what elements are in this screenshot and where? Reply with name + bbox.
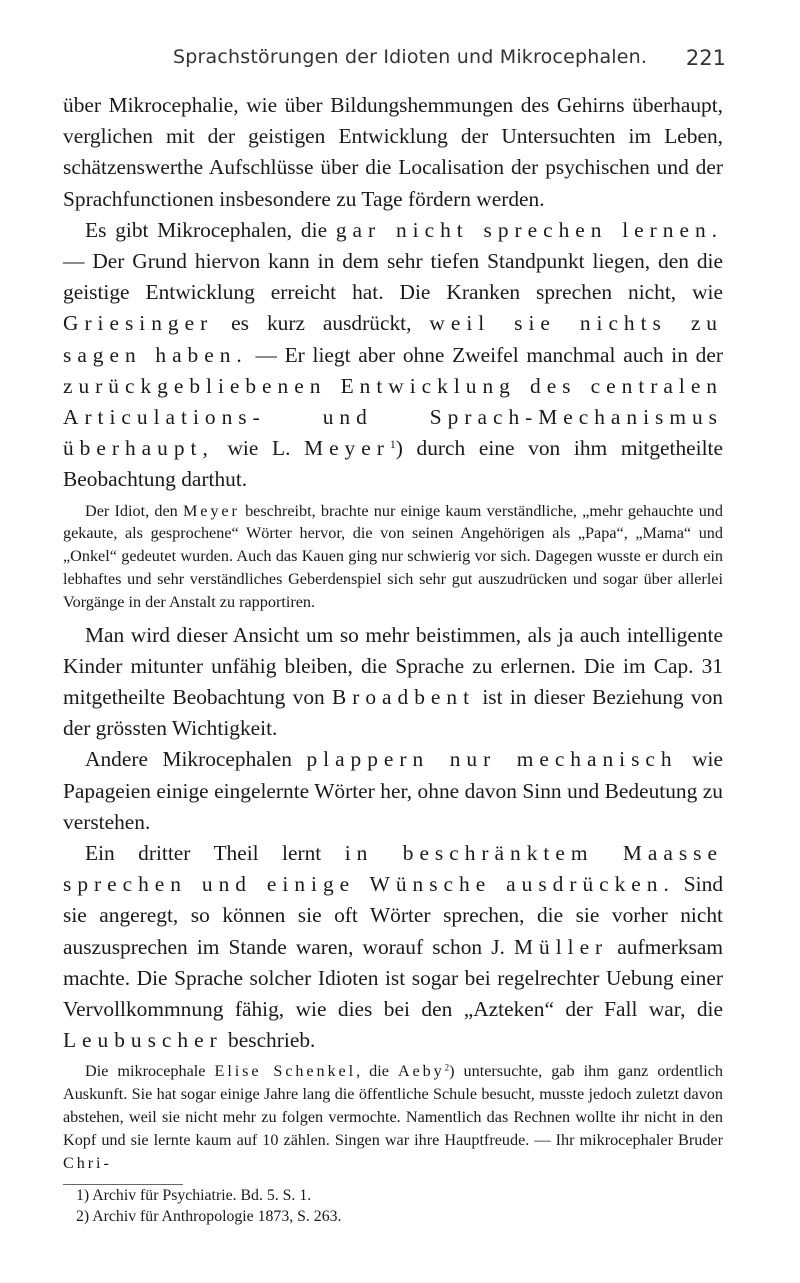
author-name: Aeby <box>397 1062 445 1081</box>
emphasis: zurückgebliebenen Entwicklung des centralen Articulations- und Sprach-Mechanismus überhaupt, <box>63 373 723 461</box>
paragraph: über Mikrocephalie, wie über Bildungshemmungen des Gehirns überhaupt, verglichen mit der geistigen Entwicklung der Untersuchten im Leben, schätzenswerthe Aufschlüsse über die Localisation der psychischen und der Sprachfunctionen insbesondere zu Tage fördern werden. <box>63 93 723 211</box>
running-title: Sprachstörungen der Idioten und Mikrocephalen. <box>173 46 648 68</box>
emphasis: weil sie nichts zu sagen haben. <box>63 311 723 367</box>
small-print-paragraph: Die mikrocephale Elise Schenkel, die Aeby$^2$) untersuchte, gab ihm ganz ordentlich Auskunft. Sie hat sogar einige Jahre lang die öffentliche Schule besucht, musste jedoch zuletzt davon abstehen, weil sie nicht mehr zu folgen vermochte. Namentlich das Rechnen wollte ihr nicht in den Kopf und sie lernte kaum auf 10 zählen. Singen war ihre Hauptfreude. — Ihr mikrocephaler Bruder Chri- <box>63 1062 724 1172</box>
emphasis: plappern nur mechanisch <box>306 747 678 772</box>
footnote: 2) Archiv für Anthropologie 1873, S. 263. <box>76 1208 342 1226</box>
footnote-ref: 2 <box>444 1063 450 1074</box>
emphasis: gar nicht sprechen lernen. <box>335 217 723 242</box>
book-page <box>63 38 726 1227</box>
small-print-paragraph: Der Idiot, den Meyer beschreibt, brachte nur einige kaum verständliche, „mehr gehauchte und gekaute, als gesprochene“ Wörter hervor, die von seinen Angehörigen als „Papa“, „Mama“ und „Onkel“ gedeutet wurden. Auch das Kauen ging nur schwierig vor sich. Dagegen wusste er durch ein lebhaftes und sehr verständliches Geberdenspiel sich sehr gut auszudrücken und sogar über allerlei Vorgänge in der Anstalt zu rapportiren. <box>63 501 723 611</box>
author-name: Griesinger <box>63 311 214 336</box>
footnote: 1) Archiv für Psychiatrie. Bd. 5. S. 1. <box>76 1187 312 1205</box>
paragraph: Es gibt Mikrocephalen, die gar nicht sprechen lernen. — Der Grund hiervon kann in dem sehr tiefen Standpunkt liegen, den die geistige Entwicklung erreicht hat. Die Kranken sprechen nicht, wie Griesinger es kurz ausdrückt, weil sie nichts zu sagen haben. — Er liegt aber ohne Zweifel manchmal auch in der zurückgebliebenen Entwicklung des centralen Articulations- und Sprach-Mechanismus überhaupt, wie L. Meyer$^1$) durch eine von ihm mitgetheilte Beobachtung darthut. <box>63 217 723 492</box>
author-name: Broadbent <box>332 685 476 710</box>
paragraph: Ein dritter Theil lernt in beschränktem Maasse sprechen und einige Wünsche ausdrücken. Sind sie angeregt, so können sie oft Wörter sprechen, die sie vorher nicht auszusprechen im Stande waren, worauf schon J. Müller aufmerksam machte. Die Sprache solcher Idioten ist sogar bei regelrechter Uebung einer Vervollkommnung fähig, wie dies bei den „Azteken“ der Fall war, die Leubuscher beschrieb. <box>63 841 724 1053</box>
footnote-ref: 1 <box>389 438 396 452</box>
author-name: Müller <box>514 934 609 959</box>
person-name: Chri- <box>63 1153 112 1172</box>
footnotes <box>63 1185 723 1227</box>
author-name: Leubuscher <box>63 1028 223 1053</box>
paragraph: Man wird dieser Ansicht um so mehr beistimmen, als ja auch intelligente Kinder mitunter unfähig bleiben, die Sprache zu erlernen. Die im Cap. 31 mitgetheilte Beobachtung von Broadbent ist in dieser Beziehung von der grössten Wichtigkeit. <box>63 622 723 741</box>
page-body <box>63 90 723 1174</box>
person-name: Elise Schenkel <box>214 1062 357 1081</box>
paragraph: Andere Mikrocephalen plappern nur mechanisch wie Papageien einige eingelernte Wörter her, ohne davon Sinn und Bedeutung zu verstehen. <box>63 747 723 834</box>
author-name: Meyer <box>304 436 390 461</box>
author-name: Meyer <box>183 501 240 520</box>
emphasis: in beschränktem Maasse sprechen und einige Wünsche ausdrücken. <box>63 841 723 897</box>
page-number: 221 <box>685 46 726 70</box>
page-header <box>63 38 726 78</box>
